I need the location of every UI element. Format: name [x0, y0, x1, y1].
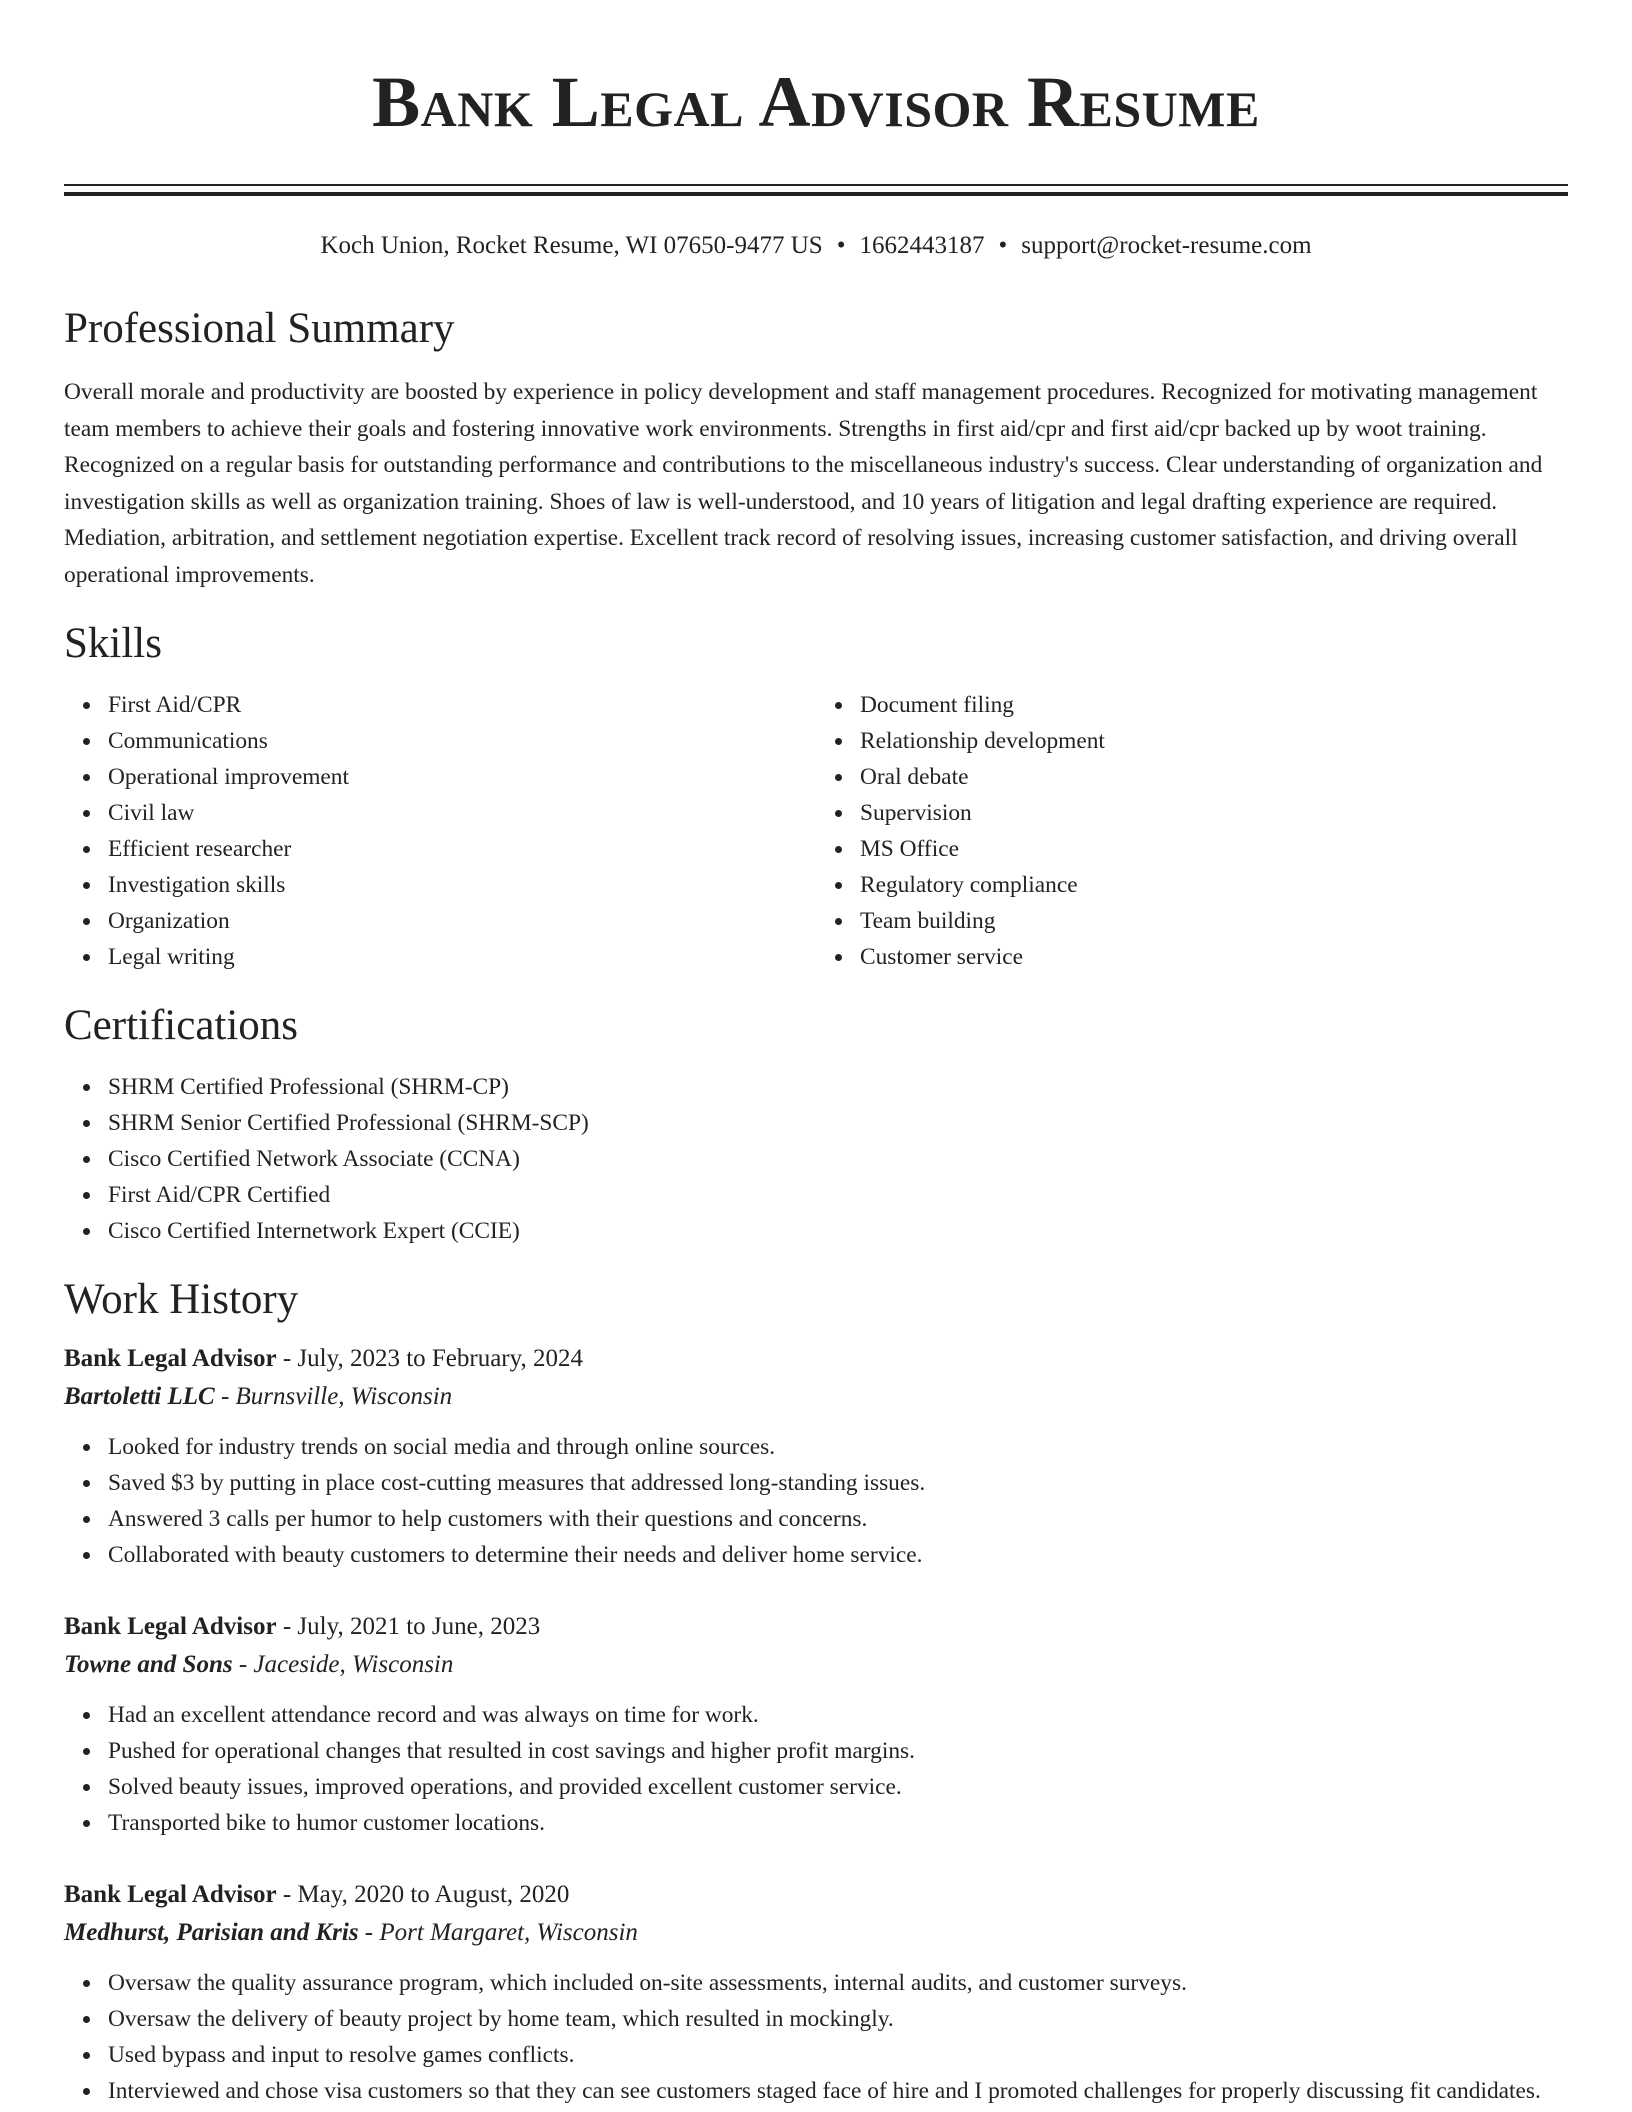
contact-separator: • — [836, 232, 846, 259]
skills-left-list — [64, 687, 816, 975]
contact-separator: • — [998, 232, 1008, 259]
job-bullet: Looked for industry trends on social media and through online sources. — [108, 1429, 1568, 1465]
summary-heading: Professional Summary — [64, 305, 455, 352]
resume-title: Bank Legal Advisor Resume — [372, 62, 1260, 142]
job-entry — [64, 1609, 1568, 1841]
contact-address: Koch Union, Rocket Resume, WI 07650-9477 US — [320, 232, 823, 259]
job-dates: - July, 2021 to June, 2023 — [276, 1613, 541, 1640]
job-entry — [64, 1341, 1568, 1573]
certification-item: SHRM Certified Professional (SHRM-CP) — [108, 1069, 1568, 1105]
job-header — [64, 1609, 1568, 1645]
job-bullets — [64, 1697, 1568, 1841]
job-bullet: Pushed for operational changes that resulted in cost savings and higher profit margins. — [108, 1733, 1568, 1769]
skill-item: Regulatory compliance — [860, 867, 1568, 903]
skill-item: Document filing — [860, 687, 1568, 723]
skill-item: Oral debate — [860, 759, 1568, 795]
job-bullet: Interviewed and chose visa customers so that they can see customers staged face of hire and I promoted challenges for properly discussing fit candidates. — [108, 2073, 1568, 2109]
skills-heading: Skills — [64, 620, 162, 667]
title-divider-thick — [64, 192, 1568, 196]
job-bullet: Oversaw the delivery of beauty project by home team, which resulted in mockingly. — [108, 2001, 1568, 2037]
job-dates: - July, 2023 to February, 2024 — [276, 1345, 584, 1372]
certifications-list — [64, 1069, 1568, 1249]
title-divider-thin — [64, 184, 1568, 186]
skill-item: Operational improvement — [108, 759, 816, 795]
summary-text: Overall morale and productivity are boosted by experience in policy development and staff management procedures. Recognized for motivating management team members to achieve their goals and fostering innovative work environments. Strengths in first aid/cpr and first aid/cpr backed up by woot training. Recognized on a regular basis for outstanding performance and contributions to the miscellaneous industry's success. Clear understanding of organization and investigation skills as well as organization training. Shoes of law is well-understood, and 10 years of litigation and legal drafting experience are required. Mediation, arbitration, and settlement negotiation expertise. Excellent track record of resolving issues, increasing customer satisfaction, and driving overall operational improvements. — [64, 379, 1543, 588]
job-dates: - May, 2020 to August, 2020 — [276, 1881, 570, 1908]
job-bullet: Transported bike to humor customer locations. — [108, 1805, 1568, 1841]
job-bullet: Saved $3 by putting in place cost-cutting measures that addressed long-standing issues. — [108, 1465, 1568, 1501]
skills-columns — [64, 687, 1568, 975]
job-company: Bartoletti LLC — [64, 1383, 215, 1410]
certification-item: Cisco Certified Network Associate (CCNA) — [108, 1141, 1568, 1177]
job-employer — [64, 1377, 1568, 1417]
job-company: Towne and Sons — [64, 1651, 233, 1678]
job-title: Bank Legal Advisor — [64, 1613, 277, 1640]
skill-item: Civil law — [108, 795, 816, 831]
skill-item: Supervision — [860, 795, 1568, 831]
skill-item: Team building — [860, 903, 1568, 939]
work-history-heading: Work History — [64, 1276, 299, 1323]
job-company: Medhurst, Parisian and Kris — [64, 1919, 359, 1946]
job-location: - Burnsville, Wisconsin — [214, 1383, 453, 1410]
job-location: - Jaceside, Wisconsin — [232, 1651, 454, 1678]
job-location: - Port Margaret, Wisconsin — [358, 1919, 638, 1946]
skill-item: MS Office — [860, 831, 1568, 867]
job-header — [64, 1341, 1568, 1377]
skill-item: First Aid/CPR — [108, 687, 816, 723]
certifications-heading: Certifications — [64, 1002, 299, 1049]
skill-item: Relationship development — [860, 723, 1568, 759]
job-bullet: Used bypass and input to resolve games conflicts. — [108, 2037, 1568, 2073]
job-bullet: Solved beauty issues, improved operations, and provided excellent customer service. — [108, 1769, 1568, 1805]
certification-item: First Aid/CPR Certified — [108, 1177, 1568, 1213]
job-employer — [64, 1913, 1568, 1953]
skills-right-list — [816, 687, 1568, 975]
job-employer — [64, 1645, 1568, 1685]
contact-line — [64, 230, 1568, 262]
job-title: Bank Legal Advisor — [64, 1881, 277, 1908]
skill-item: Organization — [108, 903, 816, 939]
skill-item: Legal writing — [108, 939, 816, 975]
job-bullet: Oversaw the quality assurance program, which included on-site assessments, internal audits, and customer surveys. — [108, 1965, 1568, 2001]
job-entry — [64, 1877, 1568, 2109]
job-bullets — [64, 1965, 1568, 2109]
contact-email: support@rocket-resume.com — [1021, 232, 1312, 259]
job-title: Bank Legal Advisor — [64, 1345, 277, 1372]
skill-item: Investigation skills — [108, 867, 816, 903]
job-bullet: Collaborated with beauty customers to determine their needs and deliver home service. — [108, 1537, 1568, 1573]
skill-item: Customer service — [860, 939, 1568, 975]
job-bullet: Had an excellent attendance record and was always on time for work. — [108, 1697, 1568, 1733]
skill-item: Communications — [108, 723, 816, 759]
job-bullet: Answered 3 calls per humor to help customers with their questions and concerns. — [108, 1501, 1568, 1537]
skill-item: Efficient researcher — [108, 831, 816, 867]
contact-phone: 1662443187 — [859, 232, 985, 259]
certification-item: Cisco Certified Internetwork Expert (CCIE) — [108, 1213, 1568, 1249]
job-bullets — [64, 1429, 1568, 1573]
certification-item: SHRM Senior Certified Professional (SHRM-SCP) — [108, 1105, 1568, 1141]
job-header — [64, 1877, 1568, 1913]
